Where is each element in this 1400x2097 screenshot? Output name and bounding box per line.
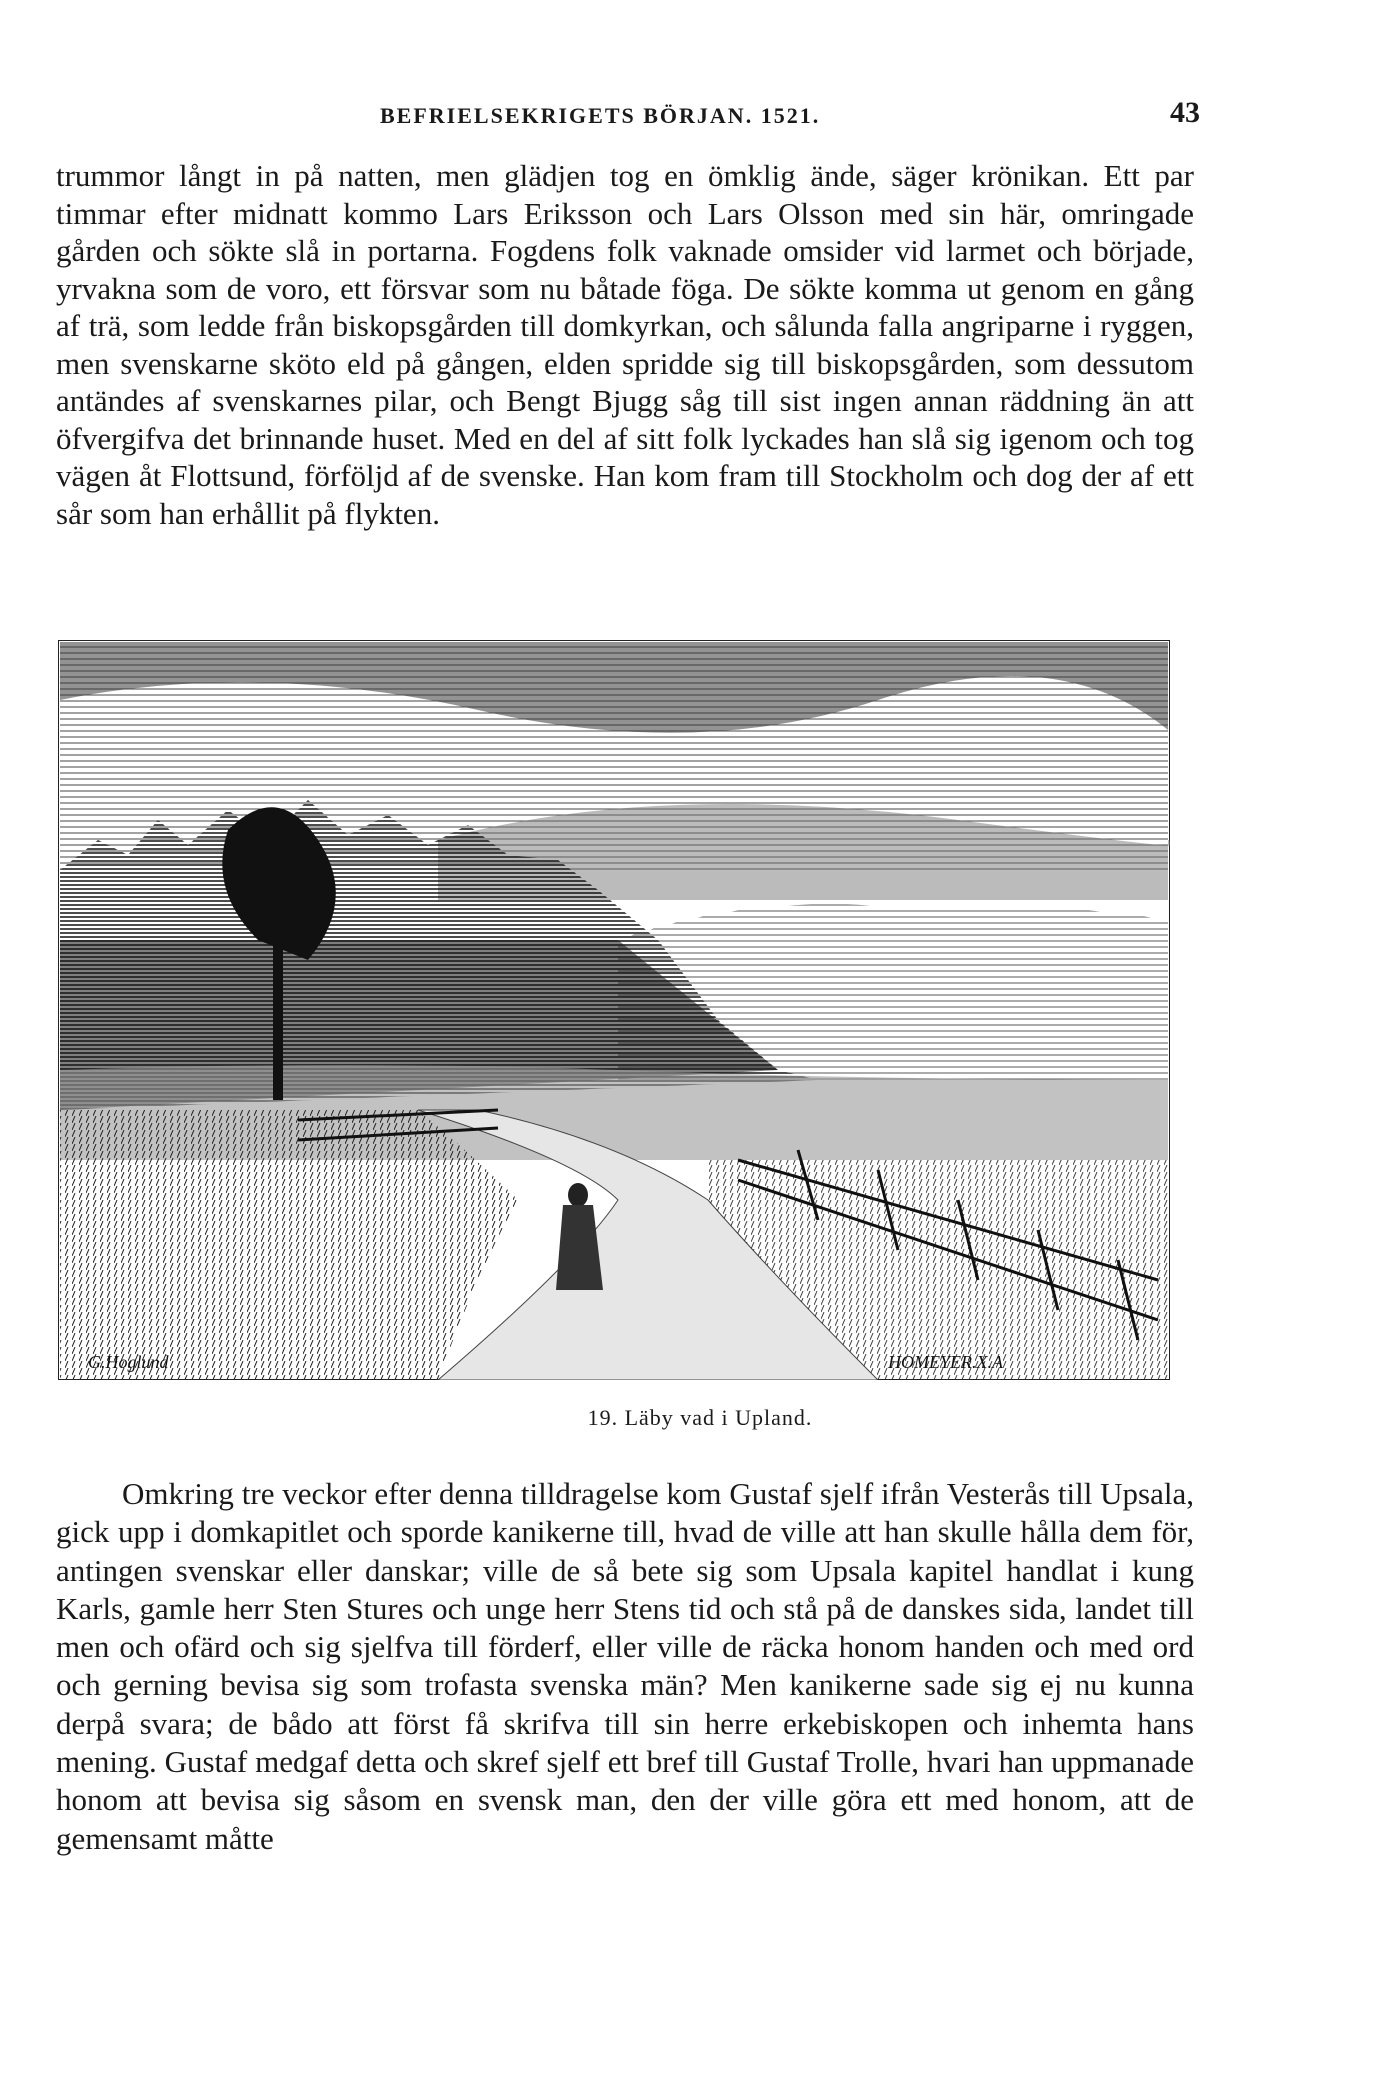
figure-caption: 19. Läby vad i Upland.: [587, 1405, 813, 1430]
paragraph-1: trummor långt in på natten, men glädjen tog en ömklig ände, säger krönikan. Ett par timmar efter midnatt kommo Lars Eriksson och Lars Olsson med sin här, omringade gården och sökte slå in portarna. Fogdens folk vaknade omsider vid larmet och började, yrvakna som de voro, ett försvar som nu båtade föga. De sökte komma ut genom en gång af trä, som ledde från biskopsgården till domkyrkan, och sålunda falla angriparne i ryggen, men svenskarne sköto eld på gången, elden spridde sig till biskopsgården, som dessutom antändes af svenskarnes pilar, och Bengt Bjugg såg till sist ingen annan räddning än att öfvergifva det brinnande huset. Med en del af sitt folk lyckades han slå sig igenom och tog vägen åt Flottsund, förföljd af de svenske. Han kom fram till Stockholm och dog der af ett sår som han erhållit på flykten.: [56, 158, 1194, 531]
paragraph-2: Omkring tre veckor efter denna tilldragelse kom Gustaf sjelf ifrån Vesterås till Upsala, gick upp i domkapitlet och sporde kanikerne till, hvad de ville att han skulle hålla dem för, antingen svenskar eller danskar; ville de så bete sig som Upsala kapitel handlat i kung Karls, gamle herr Sten Stures och unge herr Stens tid och stå på de danskes sida, landet till men och ofärd och sig sjelfva till förderf, eller ville de räcka honom handen och med ord och gerning bevisa sig som trofasta svenska män? Men kanikerne sade sig ej nu kunna derpå svara; de bådo att först få skrifva till sin herre erkebiskopen och inhemta hans mening. Gustaf medgaf detta och skref sjelf ett bref till Gustaf Trolle, hvari han uppmanade honom att bevisa sig såsom en svensk man, den der ville göra ett med honom, att de gemensamt måtte: [56, 1476, 1194, 1856]
engraver-signature-right: HOMEYER.X.A: [888, 1352, 1003, 1372]
page-number: 43: [1170, 96, 1200, 129]
engraving-illustration: [58, 640, 1170, 1380]
running-header: BEFRIELSEKRIGETS BÖRJAN. 1521.: [380, 103, 821, 128]
engraver-signature-left: G.Hoglund: [88, 1352, 169, 1372]
landscape-engraving: [58, 640, 1170, 1380]
left-meadow: [60, 1110, 518, 1380]
